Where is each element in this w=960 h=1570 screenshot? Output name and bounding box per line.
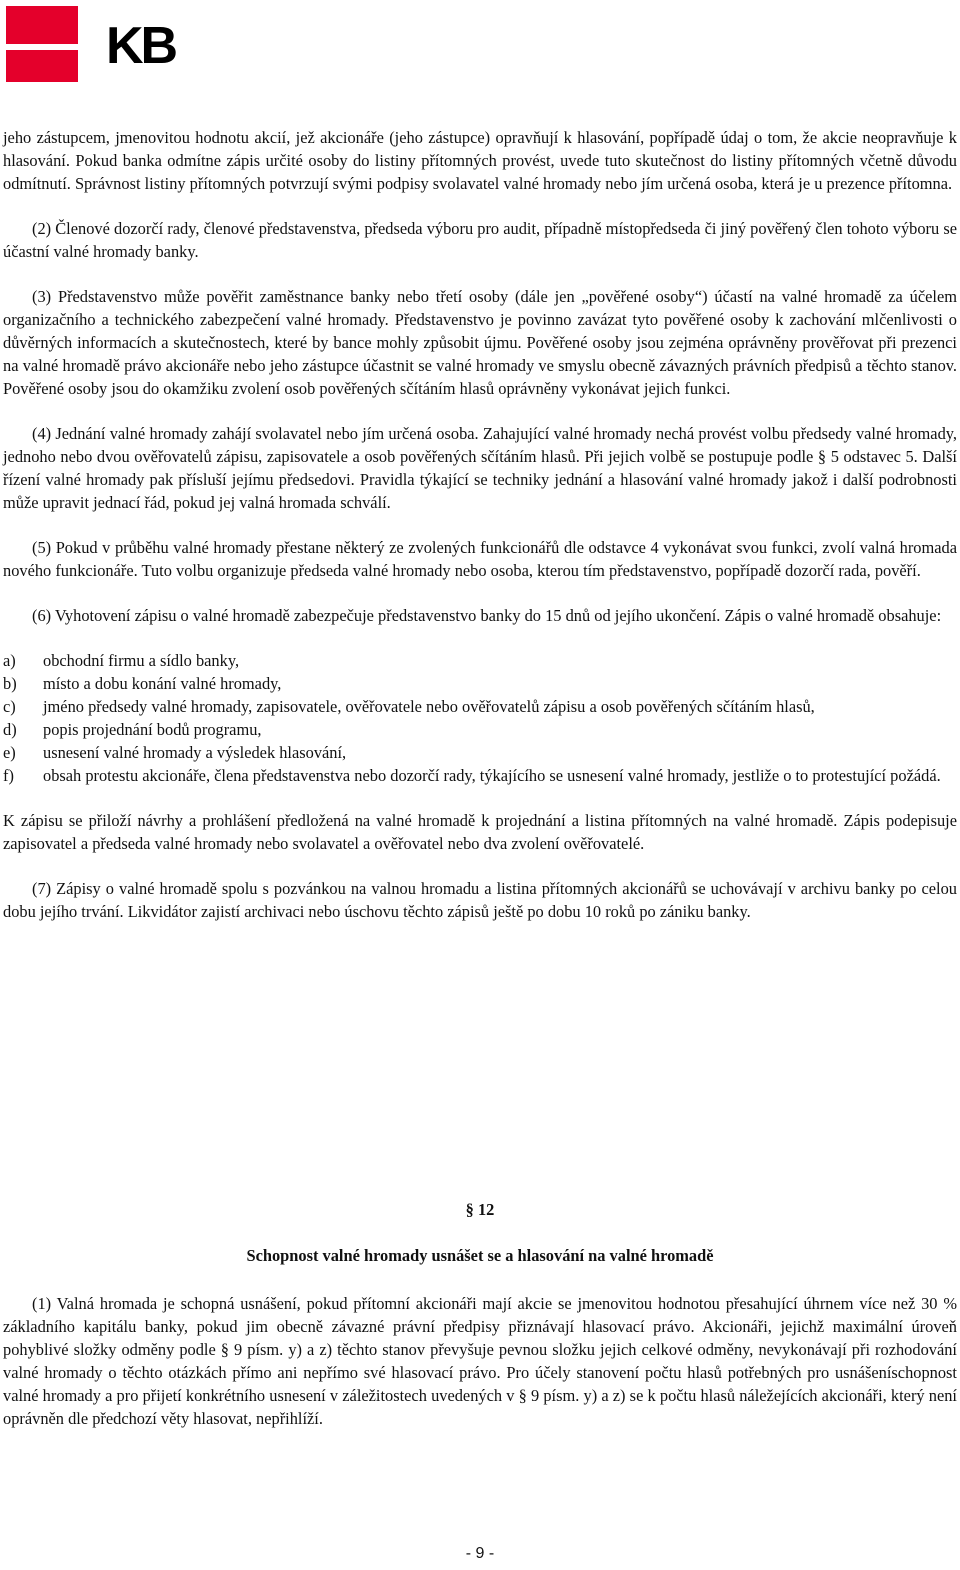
list-item: [3, 672, 957, 695]
list-item-text: jméno předsedy valné hromady, zapisovatele, ověřovatele nebo ověřovatelů zápisu a osob pověřených sčítáním hlasů,: [43, 697, 815, 716]
list-item: [3, 695, 957, 718]
page-number: - 9 -: [465, 1545, 495, 1562]
list-item: [3, 718, 957, 741]
list-item-text: místo a dobu konání valné hromady,: [43, 674, 282, 693]
section-title: Schopnost valné hromady usnášet se a hlasování na valné hromadě: [246, 1246, 714, 1265]
kb-logo-bar: [6, 44, 78, 50]
section-number: § 12: [465, 1200, 495, 1219]
paragraph-6: (6) Vyhotovení zápisu o valné hromadě zabezpečuje představenstvo banky do 15 dnů od jejího ukončení. Zápis o valné hromadě obsahuje:: [32, 606, 942, 625]
paragraph-2: (2) Členové dozorčí rady, členové představenstva, předseda výboru pro audit, případně místopředseda či jiný pověřený člen tohoto výboru se účastní valné hromady banky.: [3, 219, 957, 261]
kb-logo-text: KB: [106, 17, 176, 75]
paragraph-after-list: K zápisu se přiloží návrhy a prohlášení předložená na valné hromadě k projednání a listina přítomných na valné hromadě. Zápis podepisuje zapisovatel a předseda valné hromady nebo svolavatel a ověřovatel nebo dva zvolení ověřovatelé.: [3, 811, 957, 853]
list-item-text: obsah protestu akcionáře, člena představenstva nebo dozorčí rady, týkajícího se usnesení valné hromady, jestliže o to protestující požádá.: [43, 766, 941, 785]
list-marker: d): [3, 720, 17, 739]
list-marker: c): [3, 697, 16, 716]
document-body: [3, 126, 957, 923]
kb-logo: [6, 6, 216, 84]
paragraph-5: (5) Pokud v průběhu valné hromady přestane některý ze zvolených funkcionářů dle odstavce 4 vykonávat svou funkci, zvolí valná hromada nového funkcionáře. Tuto volbu organizuje předseda valné hromady nebo osoba, kterou tím představenstvo, popřípadě dozorčí rada, pověří.: [3, 538, 957, 580]
list-item: [3, 649, 957, 672]
list-item: [3, 764, 957, 787]
minutes-contents-list: [3, 649, 957, 787]
list-marker: f): [3, 766, 14, 785]
list-item-text: popis projednání bodů programu,: [43, 720, 262, 739]
kb-logo-square: [6, 6, 78, 82]
list-marker: a): [3, 651, 16, 670]
section-paragraph-1: (1) Valná hromada je schopná usnášení, pokud přítomní akcionáři mají akcie se jmenovitou hodnotou přesahující úhrnem více než 30 % základního kapitálu banky, pokud jim obecně závazné právní předpisy přiznávají hlasovací právo. Akcionáři, jejichž maximální úroveň pohyblivé složky odměny podle § 9 písm. y) a z) těchto stanov převyšuje pevnou složku jejich celkové odměny, nevykonávají při rozhodování valné hromady o těchto otázkách přímo ani nepřímo své hlasovací právo. Pro účely stanovení počtu hlasů potřebných pro usnášeníschopnost valné hromady a pro přijetí konkrétního usnesení v záležitostech uvedených v § 9 písm. y) a z) se k počtu hlasů náležejících akcionáři, který není oprávněn dle předchozí věty hlasovat, nepřihlíží.: [3, 1294, 957, 1428]
paragraph-3: (3) Představenstvo může pověřit zaměstnance banky nebo třetí osoby (dále jen „pověřené osoby“) účastí na valné hromadě za účelem organizačního a technického zabezpečení valné hromady. Představenstvo je povinno zavázat tyto pověřené osoby k zachování mlčenlivosti o důvěrných informacích a skutečnostech, které by bance mohly způsobit újmu. Pověřené osoby jsou zejména oprávněny prověřovat při prezenci na valné hromadě právo akcionáře nebo jeho zástupce účastnit se valné hromady ve smyslu obecně závazných právních předpisů a těchto stanov. Pověřené osoby jsou do okamžiku zvolení osob pověřených sčítáním hlasů oprávněny vykonávat jejich funkci.: [3, 287, 957, 398]
list-marker: b): [3, 674, 17, 693]
list-item-text: obchodní firmu a sídlo banky,: [43, 651, 240, 670]
paragraph-4: (4) Jednání valné hromady zahájí svolavatel nebo jím určená osoba. Zahajující valné hromady nechá provést volbu předsedy valné hromady, jednoho nebo dvou ověřovatelů zápisu, zapisovatele a osob pověřených sčítáním hlasů. Při jejich volbě se postupuje podle § 5 odstavec 5. Další řízení valné hromady pak přísluší jejímu předsedovi. Pravidla týkající se techniky jednání a hlasování valné hromady jakož i další podrobnosti může upravit jednací řád, pokud jej valná hromada schválí.: [3, 424, 957, 512]
paragraph-7: (7) Zápisy o valné hromadě spolu s pozvánkou na valnou hromadu a listina přítomných akcionářů se uchovávají v archivu banky po celou dobu jejího trvání. Likvidátor zajistí archivaci nebo úschovu těchto zápisů ještě po dobu 10 roků po zániku banky.: [3, 879, 957, 921]
section-12-body: [3, 1292, 957, 1430]
list-item: [3, 741, 957, 764]
list-item-text: usnesení valné hromady a výsledek hlasování,: [43, 743, 347, 762]
list-marker: e): [3, 743, 16, 762]
paragraph-continuation: jeho zástupcem, jmenovitou hodnotu akcií, jež akcionáře (jeho zástupce) opravňují k hlasování, popřípadě údaj o tom, že akcie neopravňuje k hlasování. Pokud banka odmítne zápis určité osoby do listiny přítomných provést, uvede tuto skutečnost do listiny přítomných včetně důvodu odmítnutí. Správnost listiny přítomných potvrzují svými podpisy svolavatel valné hromady nebo jím určená osoba, která je u prezence přítomna.: [3, 128, 957, 193]
